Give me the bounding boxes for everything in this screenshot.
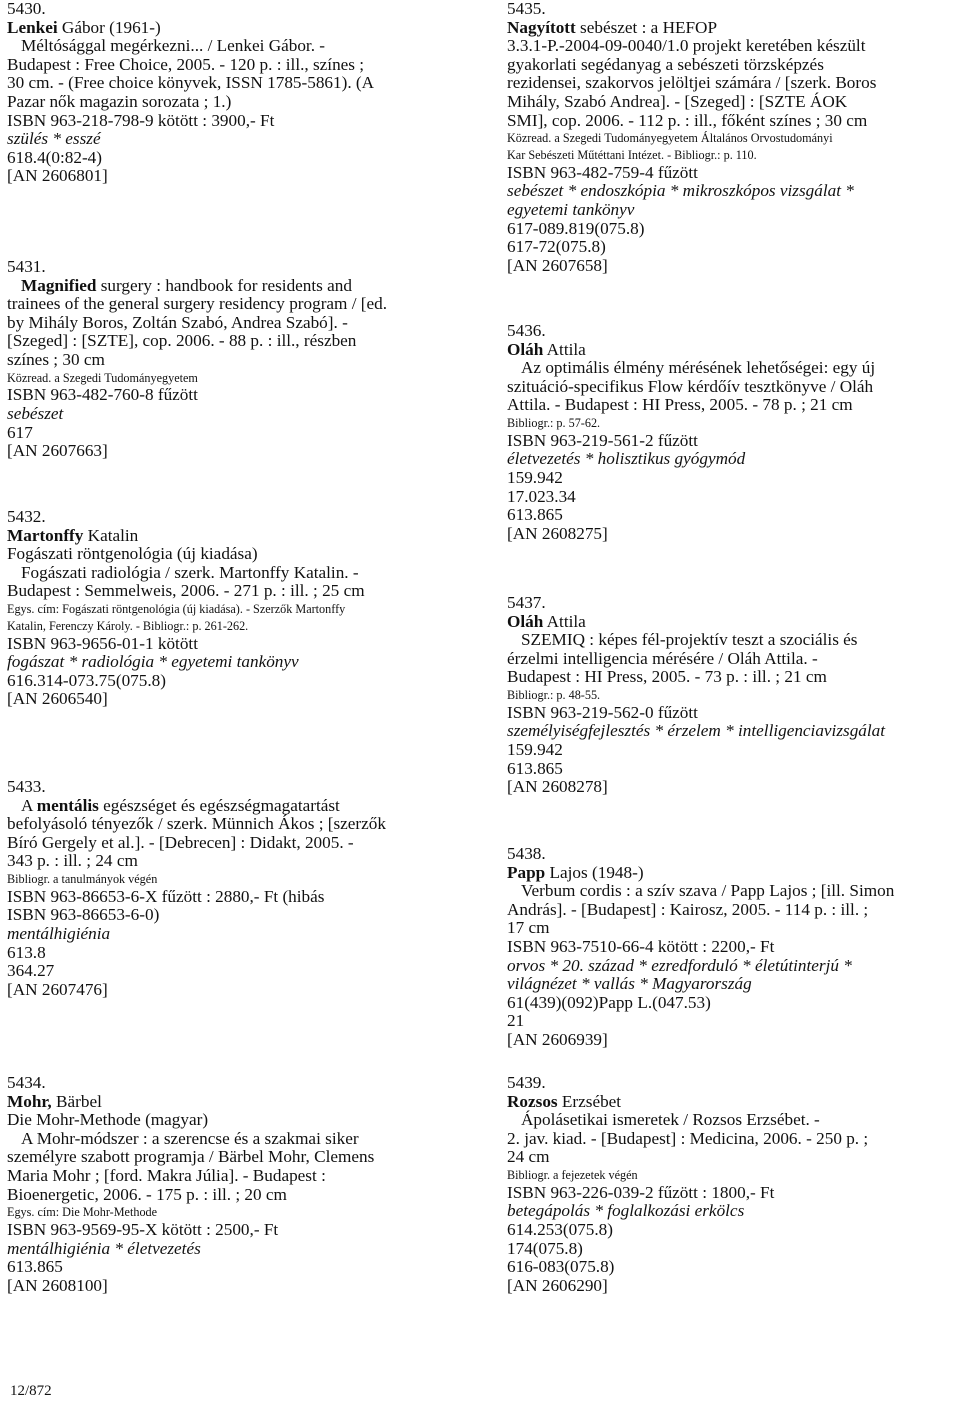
catalog-entry-5433 (7, 778, 477, 999)
classification: 614.253(075.8) (507, 1219, 613, 1239)
subject-line: személyiségfejlesztés * érzelem * intelligenciavizsgálat (507, 721, 886, 741)
title-line: Budapest : Semmelweis, 2006. - 271 p. : ill. ; 25 cm (7, 581, 365, 601)
title-line: SZEMIQ : képes fél-projektív teszt a szociális és (521, 630, 858, 650)
entry-number: 5432. (7, 507, 46, 526)
title-line: by Mihály Boros, Zoltán Szabó, Andrea Szabó]. - (7, 312, 348, 332)
title-line: Fogászati radiológia / szerk. Martonffy Katalin. - (21, 562, 359, 582)
classification: 17.023.34 (507, 486, 576, 506)
an-number: [AN 2606939] (507, 1029, 608, 1049)
subject-line: betegápolás * foglalkozási erkölcs (507, 1201, 745, 1221)
note-line: Kar Sebészeti Műtéttani Intézet. - Bibliogr.: p. 110. (507, 147, 757, 162)
note-line: Egys. cím: Die Mohr-Methode (7, 1205, 158, 1220)
heading-rest: egészséget és egészségmagatartást (98, 795, 340, 815)
an-number: [AN 2608278] (507, 777, 608, 797)
classification: 174(075.8) (507, 1238, 583, 1258)
title-line: befolyásoló tényezők / szerk. Münnich Ákos ; [szerzők (7, 814, 386, 834)
subject-line: világnézet * vallás * Magyarország (507, 974, 752, 994)
isbn-line: ISBN 963-86653-6-X fűzött : 2880,- Ft (hibás (7, 886, 325, 906)
catalog-entry-5431 (7, 258, 477, 461)
an-number: [AN 2607658] (507, 255, 608, 275)
classification: 159.942 (507, 467, 563, 487)
title-line: Ápolásetikai ismeretek / Rozsos Erzsébet. - (521, 1110, 820, 1130)
entry-number: 5434. (7, 1073, 46, 1092)
classification: 617-089.819(075.8) (507, 218, 645, 238)
an-number: [AN 2606540] (7, 689, 108, 709)
heading-keyword: Oláh (507, 339, 544, 359)
entry-heading (7, 1093, 477, 1112)
heading-rest: sebészet : a HEFOP (575, 17, 718, 37)
classification: 616-083(075.8) (507, 1257, 615, 1277)
isbn-line: ISBN 963-9569-95-X kötött : 2500,- Ft (7, 1219, 279, 1239)
title-line: szituáció-specifikus Flow kérdőív tesztkönyve / Oláh (507, 376, 874, 396)
heading-keyword: Oláh (507, 611, 544, 631)
title-line: 2. jav. kiad. - [Budapest] : Medicina, 2006. - 250 p. ; (507, 1128, 869, 1148)
note-line: Egys. cím: Fogászati röntgenológia (új kiadása). - Szerzők Martonffy (7, 601, 346, 616)
heading-prefix: A (21, 795, 37, 815)
subject-line: mentálhigiénia * életvezetés (7, 1238, 201, 1258)
subject-line: sebészet * endoszkópia * mikroszkópos vizsgálat * (507, 181, 854, 201)
heading-keyword: Papp (507, 862, 546, 882)
title-line: Bioenergetic, 2006. - 175 p. : ill. ; 20 cm (7, 1184, 287, 1204)
title-line: 30 cm. - (Free choice könyvek, ISSN 1785-5861). (A (7, 73, 375, 93)
isbn-line: ISBN 963-86653-6-0) (7, 905, 160, 925)
heading-rest: Erzsébet (557, 1091, 622, 1111)
subject-line: sebészet (7, 403, 64, 423)
entry-number: 5438. (507, 844, 546, 863)
heading-keyword: Martonffy (7, 525, 84, 545)
entry-heading (507, 341, 960, 360)
title-line: trainees of the general surgery residency program / [ed. (7, 294, 388, 314)
title-line: rezidensei, szakorvos jelöltjei számára / [szerk. Boros (507, 73, 877, 93)
classification: 159.942 (507, 739, 563, 759)
catalog-entry-5439 (507, 1074, 960, 1295)
classification: 613.865 (507, 505, 563, 525)
subject-line: fogászat * radiológia * egyetemi tankönyv (7, 652, 299, 672)
title-line: érzelmi intelligencia mérésére / Oláh Attila. - (507, 648, 818, 668)
heading-keyword: Mohr, (7, 1091, 52, 1111)
heading-keyword: Lenkei (7, 17, 58, 37)
title-line: gyakorlati segédanyag a sebészeti törzsképzés (507, 54, 824, 74)
classification: 617-72(075.8) (507, 237, 606, 257)
title-line: [Szeged] : [SZTE], cop. 2006. - 88 p. : ill., részben (7, 331, 357, 351)
entry-number: 5436. (507, 321, 546, 340)
classification: 618.4(0:82-4) (7, 147, 102, 167)
title-line: 343 p. : ill. ; 24 cm (7, 851, 138, 871)
title-line: Pazar nők magazin sorozata ; 1.) (7, 91, 232, 111)
entry-number: 5437. (507, 593, 546, 612)
classification: 61(439)(092)Papp L.(047.53) (507, 992, 711, 1012)
uniform-title: Fogászati röntgenológia (új kiadása) (7, 544, 258, 564)
entry-heading (507, 864, 960, 883)
catalog-entry-5432 (7, 508, 477, 709)
catalog-entry-5438 (507, 845, 960, 1050)
heading-rest: Lajos (1948-) (545, 862, 644, 882)
note-line: Bibliogr.: p. 48-55. (507, 687, 601, 702)
an-number: [AN 2607663] (7, 441, 108, 461)
note-line: Közread. a Szegedi Tudományegyetem Általános Orvostudományi (507, 131, 833, 146)
catalog-entry-5430 (7, 0, 477, 186)
isbn-line: ISBN 963-482-759-4 fűzött (507, 162, 698, 182)
heading-rest: Bärbel (51, 1091, 102, 1111)
catalog-entry-5436 (507, 322, 960, 543)
title-line: A Mohr-módszer : a szerencse és a szakmai siker (21, 1128, 359, 1148)
catalog-entry-5435 (507, 0, 960, 275)
subject-line: orvos * 20. század * ezredforduló * életútinterjú * (507, 955, 852, 975)
title-line: 17 cm (507, 918, 550, 938)
heading-rest: Attila (543, 339, 586, 359)
title-line: Bíró Gergely et al.]. - [Debrecen] : Didakt, 2005. - (7, 832, 354, 852)
heading-keyword: mentális (36, 795, 99, 815)
isbn-line: ISBN 963-226-039-2 fűzött : 1800,- Ft (507, 1182, 775, 1202)
title-line: Budapest : HI Press, 2005. - 73 p. : ill. ; 21 cm (507, 667, 827, 687)
heading-keyword: Rozsos (507, 1091, 558, 1111)
title-line: személyre szabott programja / Bärbel Mohr, Clemens (7, 1147, 375, 1167)
classification: 613.865 (7, 1257, 63, 1277)
heading-keyword: Magnified (21, 275, 97, 295)
heading-rest: Gábor (1961-) (57, 17, 161, 37)
classification: 21 (507, 1011, 525, 1031)
title-line: Méltósággal megérkezni... / Lenkei Gábor. - (21, 36, 326, 56)
isbn-line: ISBN 963-482-760-8 fűzött (7, 385, 198, 405)
entry-number: 5431. (7, 257, 46, 276)
note-line: Bibliogr. a tanulmányok végén (7, 871, 158, 886)
an-number: [AN 2608100] (7, 1275, 108, 1295)
title-line: Mihály, Szabó Andrea]. - [Szeged] : [SZTE ÁOK (507, 91, 848, 111)
an-number: [AN 2606801] (7, 166, 108, 186)
entry-heading (7, 797, 477, 816)
entry-number: 5435. (507, 0, 546, 18)
note-line: Közread. a Szegedi Tudományegyetem (7, 370, 198, 385)
heading-rest: surgery : handbook for residents and (96, 275, 352, 295)
title-line: Verbum cordis : a szív szava / Papp Lajos ; [ill. Simon (521, 881, 895, 901)
isbn-line: ISBN 963-218-798-9 kötött : 3900,- Ft (7, 110, 275, 130)
isbn-line: ISBN 963-219-561-2 fűzött (507, 430, 698, 450)
subject-line: életvezetés * holisztikus gyógymód (507, 449, 746, 469)
entry-heading (7, 19, 477, 38)
title-line: színes ; 30 cm (7, 349, 105, 369)
an-number: [AN 2607476] (7, 979, 108, 999)
isbn-line: ISBN 963-219-562-0 fűzött (507, 702, 698, 722)
classification: 364.27 (7, 961, 55, 981)
subject-line: mentálhigiénia (7, 923, 111, 943)
entry-heading (507, 1093, 960, 1112)
page-number: 12/872 (10, 1383, 52, 1399)
note-line: Katalin, Ferenczy Károly. - Bibliogr.: p. 261-262. (7, 618, 249, 633)
note-line: Bibliogr.: p. 57-62. (507, 415, 601, 430)
title-line: Attila. - Budapest : HI Press, 2005. - 78 p. ; 21 cm (507, 395, 853, 415)
entry-number: 5439. (507, 1073, 546, 1092)
note-line: Bibliogr. a fejezetek végén (507, 1167, 638, 1182)
classification: 613.865 (507, 758, 563, 778)
uniform-title: Die Mohr-Methode (magyar) (7, 1110, 209, 1130)
entry-heading (507, 613, 960, 632)
title-line: András]. - [Budapest] : Kairosz, 2005. - 114 p. : ill. ; (507, 899, 869, 919)
classification: 613.8 (7, 942, 46, 962)
isbn-line: ISBN 963-7510-66-4 kötött : 2200,- Ft (507, 936, 775, 956)
heading-rest: Katalin (83, 525, 139, 545)
heading-keyword: Nagyított (507, 17, 576, 37)
title-line: 24 cm (507, 1147, 550, 1167)
title-line: Az optimális élmény mérésének lehetőségei: egy új (521, 358, 876, 378)
title-line: Maria Mohr ; [ford. Makra Júlia]. - Budapest : (7, 1165, 326, 1185)
an-number: [AN 2606290] (507, 1275, 608, 1295)
catalog-entry-5434 (7, 1074, 477, 1295)
entry-heading (7, 277, 477, 296)
title-line: 3.3.1-P.-2004-09-0040/1.0 projekt keretében készült (507, 36, 866, 56)
heading-rest: Attila (543, 611, 586, 631)
entry-number: 5433. (7, 777, 46, 796)
isbn-line: ISBN 963-9656-01-1 kötött (7, 633, 198, 653)
entry-heading (507, 19, 960, 38)
entry-heading (7, 527, 477, 546)
an-number: [AN 2608275] (507, 523, 608, 543)
title-line: SMI], cop. 2006. - 112 p. : ill., főként színes ; 30 cm (507, 110, 868, 130)
catalog-entry-5437 (507, 594, 960, 797)
entry-number: 5430. (7, 0, 46, 18)
classification: 617 (7, 422, 33, 442)
subject-line: egyetemi tankönyv (507, 199, 635, 219)
subject-line: szülés * esszé (7, 129, 101, 149)
title-line: Budapest : Free Choice, 2005. - 120 p. : ill., színes ; (7, 54, 365, 74)
classification: 616.314-073.75(075.8) (7, 670, 166, 690)
